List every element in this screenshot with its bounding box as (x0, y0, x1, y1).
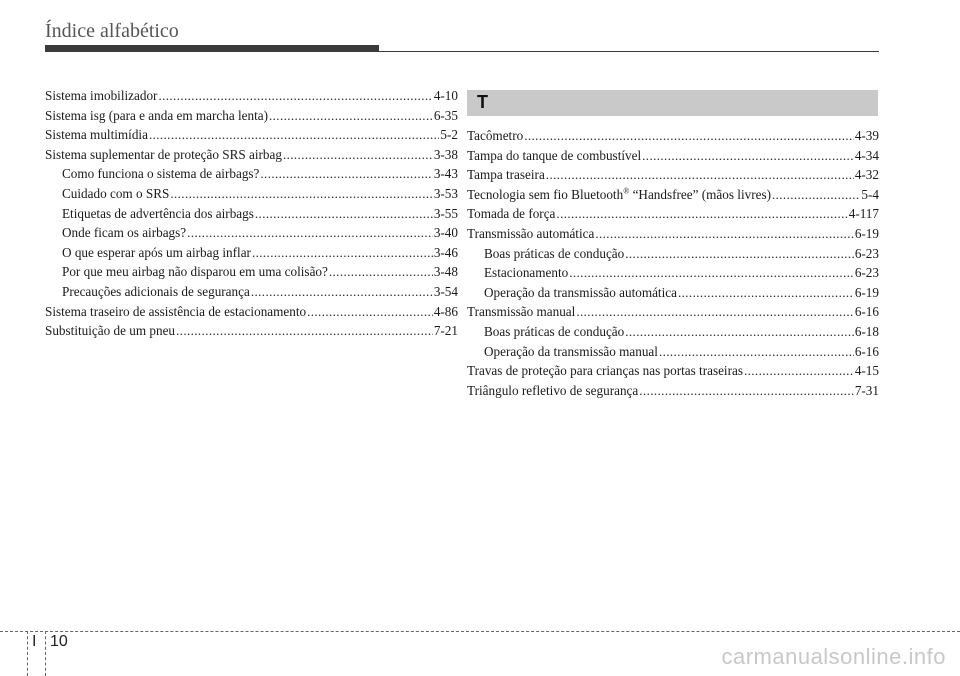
entry-label: Por que meu airbag não disparou em uma colisão? (62, 264, 328, 280)
dot-leader (329, 262, 433, 282)
header-rule-thin (379, 51, 879, 52)
entry-page: 7-31 (854, 382, 879, 398)
entry-label: Sistema imobilizador (45, 88, 158, 103)
entry-label: Substituição de um pneu (45, 323, 176, 339)
index-entry (45, 321, 458, 341)
entry-page: 3-48 (433, 264, 458, 280)
dot-leader (269, 106, 433, 126)
entry-label: Boas práticas de condução (484, 323, 625, 339)
dot-leader (744, 361, 854, 381)
entry-label: Como funciona o sistema de airbags? (62, 166, 260, 182)
section-letter: T (477, 92, 488, 112)
entry-page: 3-55 (433, 205, 458, 221)
entry-label: Tampa traseira (467, 167, 545, 183)
footer-dashed-rule (0, 631, 960, 632)
index-subentry (45, 204, 458, 224)
dot-leader (595, 224, 853, 244)
entry-page: 4-34 (854, 147, 879, 163)
entry-label: Transmissão automática (467, 225, 595, 241)
footer-section-letter: I (32, 633, 37, 650)
entry-label: Precauções adicionais de segurança (62, 283, 250, 299)
index-entry (467, 381, 879, 401)
index-entry (45, 145, 458, 165)
dot-leader (176, 321, 433, 341)
dot-leader (307, 302, 433, 322)
index-entry (45, 302, 458, 322)
entry-page: 6-16 (854, 304, 879, 320)
index-subentry (45, 223, 458, 243)
dot-leader (158, 86, 432, 106)
entry-page: 3-54 (433, 283, 458, 299)
dot-leader (170, 184, 432, 204)
dot-leader (149, 125, 439, 145)
dot-leader (642, 146, 854, 166)
entry-label: Sistema traseiro de assistência de estacionamento (45, 303, 307, 319)
entry-label-text: Tecnologia sem fio Bluetooth (467, 186, 624, 202)
entry-page: 6-16 (854, 343, 879, 359)
entry-label: Etiquetas de advertência dos airbags (62, 205, 254, 221)
index-entry (467, 361, 879, 381)
dot-leader (524, 126, 854, 146)
entry-page: 5-4 (861, 186, 879, 202)
entry-page: 6-18 (854, 323, 879, 339)
entry-page: 3-53 (433, 185, 458, 201)
dot-leader (678, 283, 854, 303)
dot-leader (569, 263, 854, 283)
entry-label: Triângulo refletivo de segurança (467, 382, 639, 398)
entry-label: Travas de proteção para crianças nas portas traseiras (467, 363, 743, 379)
footer-page-number: 10 (50, 633, 68, 650)
index-subentry (45, 282, 458, 302)
index-subentry (45, 184, 458, 204)
index-entry (467, 146, 879, 166)
index-subentry (467, 322, 879, 342)
index-column-right (467, 126, 879, 400)
index-entry (467, 165, 879, 185)
entry-page: 6-19 (854, 284, 879, 300)
index-subentry (45, 262, 458, 282)
dot-leader (625, 322, 854, 342)
footer-dashed-divider (45, 631, 46, 676)
index-entry (467, 302, 879, 322)
entry-label: Sistema suplementar de proteção SRS airbag (45, 146, 282, 162)
entry-label: Tacômetro (467, 128, 524, 143)
index-subentry (467, 263, 879, 283)
entry-page: 3-40 (433, 225, 458, 241)
entry-label (467, 185, 771, 205)
entry-page: 6-23 (854, 245, 879, 261)
entry-page: 3-43 (433, 166, 458, 182)
registered-mark: ® (623, 186, 630, 196)
entry-label: Tomada de força (467, 206, 556, 222)
entry-page: 4-86 (433, 303, 458, 319)
entry-label: Operação da transmissão manual (484, 343, 658, 359)
entry-page: 5-2 (440, 127, 458, 143)
entry-page: 6-19 (854, 225, 879, 241)
entry-page: 3-46 (433, 244, 458, 260)
page-title: Índice alfabético (45, 20, 179, 42)
section-header-t (467, 90, 878, 116)
index-subentry (45, 243, 458, 263)
dot-leader (625, 244, 854, 264)
entry-page: 4-10 (433, 88, 458, 103)
index-column-left (45, 86, 458, 341)
dot-leader (576, 302, 854, 322)
entry-page: 4-15 (854, 363, 879, 379)
dot-leader (187, 223, 433, 243)
entry-page: 4-117 (848, 206, 879, 222)
dot-leader (546, 165, 854, 185)
entry-page: 6-23 (854, 265, 879, 281)
index-entry (45, 86, 458, 106)
entry-label: Estacionamento (484, 265, 569, 281)
entry-page: 4-39 (854, 128, 879, 143)
index-subentry (45, 164, 458, 184)
index-subentry (467, 244, 879, 264)
entry-label: Sistema multimídia (45, 127, 148, 143)
dot-leader (772, 185, 860, 205)
dot-leader (251, 282, 433, 302)
footer-dashed-divider (27, 631, 28, 676)
entry-label: Sistema isg (para e anda em marcha lenta) (45, 107, 268, 123)
watermark: carmanualsonline.info (721, 644, 946, 669)
entry-label: Boas práticas de condução (484, 245, 625, 261)
index-subentry (467, 283, 879, 303)
index-entry (45, 125, 458, 145)
dot-leader (556, 204, 847, 224)
dot-leader (283, 145, 433, 165)
dot-leader (639, 381, 854, 401)
index-entry (467, 185, 879, 205)
entry-label: Operação da transmissão automática (484, 284, 677, 300)
dot-leader (260, 164, 432, 184)
index-entry (467, 224, 879, 244)
dot-leader (252, 243, 433, 263)
entry-page: 3-38 (433, 146, 458, 162)
entry-label: Tampa do tanque de combustível (467, 147, 642, 163)
index-entry (467, 204, 879, 224)
index-subentry (467, 342, 879, 362)
entry-label: Onde ficam os airbags? (62, 225, 187, 241)
entry-page: 6-35 (433, 107, 458, 123)
dot-leader (255, 204, 433, 224)
index-entry (45, 106, 458, 126)
entry-page: 4-32 (854, 167, 879, 183)
entry-label: Cuidado com o SRS (62, 185, 170, 201)
dot-leader (659, 342, 854, 362)
entry-label-text: “Handsfree” (mãos livres) (629, 186, 771, 202)
header-rule-thick (45, 45, 379, 52)
index-entry (467, 126, 879, 146)
entry-label: Transmissão manual (467, 304, 576, 320)
entry-page: 7-21 (433, 323, 458, 339)
entry-label: O que esperar após um airbag inflar (62, 244, 251, 260)
